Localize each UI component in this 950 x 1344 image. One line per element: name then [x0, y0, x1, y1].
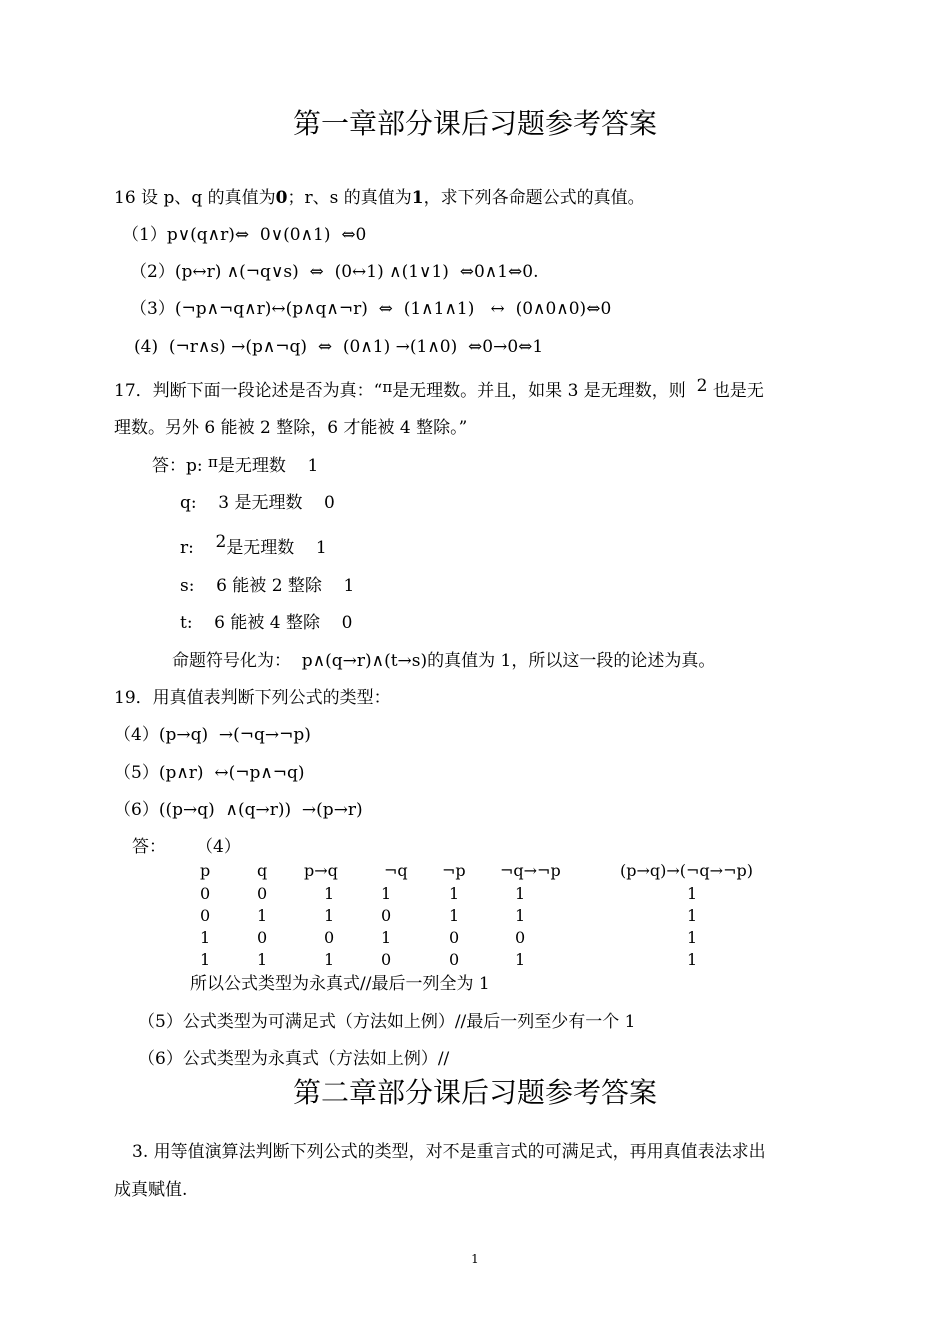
table-cell: 1: [257, 906, 268, 925]
q19-heading: 19．用真值表判断下列公式的类型：: [114, 688, 391, 708]
table-header: p→q: [304, 861, 338, 880]
table-cell: 0: [381, 950, 392, 969]
q19-formula-6: （6）((p→q) ∧(q→r)) →(p→r): [114, 800, 363, 820]
table-cell: 0: [200, 906, 211, 925]
sqrt2-symbol: 2: [696, 376, 708, 396]
table-cell: 1: [449, 906, 460, 925]
table-cell: 1: [200, 928, 211, 947]
table-cell: 1: [515, 906, 526, 925]
q17-statement-line-2: 理数。另外 6 能被 2 整除，6 才能被 4 整除。”: [114, 418, 468, 438]
page-number: 1: [471, 1252, 479, 1266]
q16-line-3: （3）(¬p∧¬q∧r)↔(p∧q∧¬r) ⇔ (1∧1∧1) ↔ (0∧0∧0)⇔0: [130, 299, 612, 319]
q17-answer-s: s: 6 能被 2 整除 1: [180, 576, 355, 596]
pi-symbol: π: [208, 453, 218, 471]
table-cell: 1: [687, 906, 698, 925]
table-cell: 1: [515, 950, 526, 969]
q3-line-2: 成真赋值.: [114, 1180, 188, 1200]
q19-answer-5: （5）公式类型为可满足式（方法如上例）//最后一列至少有一个 1: [138, 1012, 636, 1032]
table-cell: 1: [515, 884, 526, 903]
pi-symbol: π: [382, 378, 393, 396]
q3-line-1: 3. 用等值演算法判断下列公式的类型，对不是重言式的可满足式，再用真值表法求出: [132, 1142, 766, 1162]
q16-line-2: （2）(p↔r) ∧(¬q∨s) ⇔ (0↔1) ∧(1∨1) ⇔0∧1⇔0.: [130, 262, 539, 282]
chapter2-title: 第二章部分课后习题参考答案: [292, 1076, 657, 1109]
table-cell: 0: [515, 928, 526, 947]
q16-line-4: (4) (¬r∧s) →(p∧¬q) ⇔ (0∧1) →(1∧0) ⇔0→0⇔1: [134, 337, 544, 357]
q19-formula-4: （4）(p→q) →(¬q→¬p): [114, 725, 311, 745]
table-cell: 1: [324, 950, 335, 969]
chapter1-title: 第一章部分课后习题参考答案: [292, 107, 657, 140]
table-cell: 1: [200, 950, 211, 969]
q16-line-1: （1）p∨(q∧r)⇔ 0∨(0∧1) ⇔0: [122, 225, 367, 245]
q19-answer-label: 答：: [132, 837, 166, 857]
table-cell: 1: [324, 906, 335, 925]
table-cell: 0: [449, 950, 460, 969]
table-cell: 0: [257, 884, 268, 903]
table-cell: 0: [449, 928, 460, 947]
q17-answer-p: 答：p: π是无理数 1: [152, 453, 319, 476]
table-cell: 0: [324, 928, 335, 947]
table-header: q: [257, 861, 268, 880]
q19-answer-6: （6）公式类型为永真式（方法如上例）//: [138, 1049, 450, 1069]
table-cell: 1: [687, 950, 698, 969]
table-header: ¬q: [384, 861, 408, 880]
table-header: (p→q)→(¬q→¬p): [620, 861, 753, 880]
q17-symbolization: 命题符号化为： p∧(q→r)∧(t→s)的真值为 1，所以这一段的论述为真。: [172, 651, 716, 671]
table-header: p: [200, 861, 211, 880]
table-cell: 1: [324, 884, 335, 903]
q16-statement: 16 设 p、q 的真值为0；r、s 的真值为1，求下列各命题公式的真值。: [114, 188, 645, 208]
sqrt2-symbol: 2: [215, 532, 227, 552]
q19-conclusion: 所以公式类型为永真式//最后一列全为 1: [190, 974, 490, 994]
table-cell: 1: [687, 884, 698, 903]
table-cell: 1: [687, 928, 698, 947]
table-header: ¬q→¬p: [500, 861, 561, 880]
table-cell: 1: [381, 884, 392, 903]
table-cell: 1: [257, 950, 268, 969]
table-header: ¬p: [442, 861, 466, 880]
table-cell: 0: [257, 928, 268, 947]
table-cell: 1: [449, 884, 460, 903]
table-cell: 0: [381, 906, 392, 925]
q17-answer-t: t: 6 能被 4 整除 0: [180, 613, 353, 633]
q19-answer-sub: （4）: [196, 837, 241, 857]
table-cell: 1: [381, 928, 392, 947]
q16-number: 16: [114, 188, 136, 208]
q17-statement-line-1: 17．判断下面一段论述是否为真：“π是无理数。并且，如果 3 是无理数，则 2 也是无: [114, 376, 764, 401]
q19-formula-5: （5）(p∧r) ↔(¬p∧¬q): [114, 763, 305, 783]
table-cell: 0: [200, 884, 211, 903]
q17-answer-r: r: 2是无理数 1: [180, 532, 327, 558]
q17-answer-q: q: 3 是无理数 0: [180, 493, 335, 513]
